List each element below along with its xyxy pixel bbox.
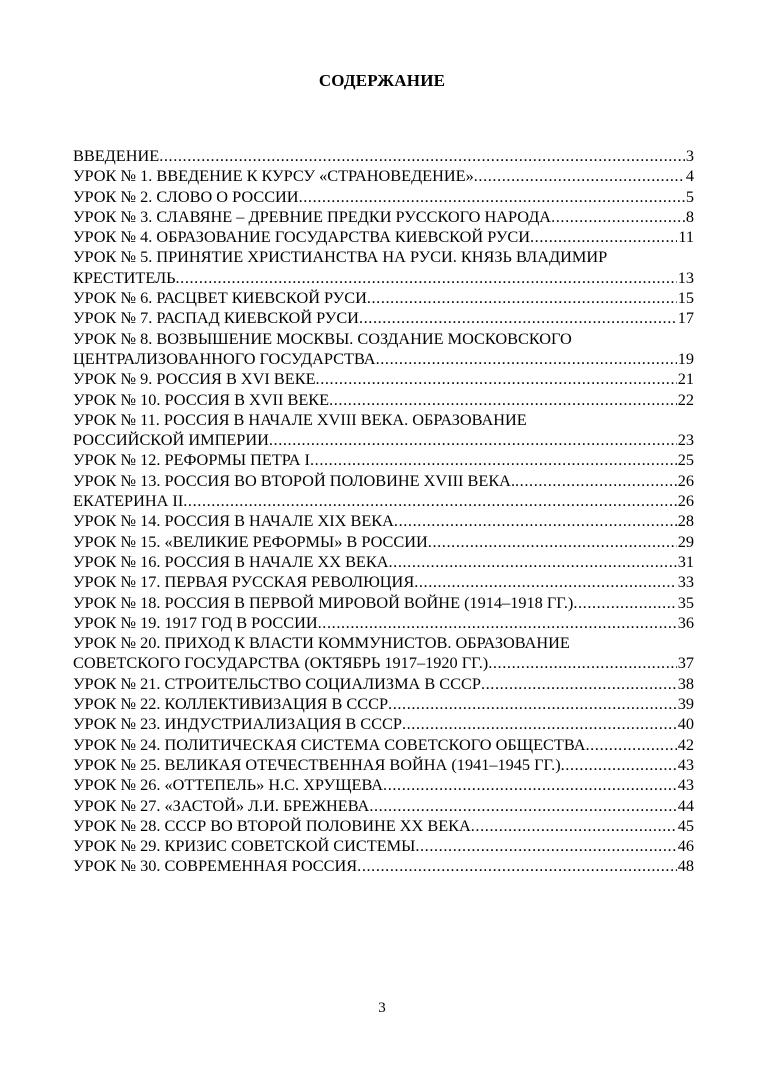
dot-leader [269,430,677,450]
dot-leader [561,755,677,775]
dot-leader [376,349,677,369]
toc-entry-page-number: 28 [677,511,694,531]
toc-entry-title: УРОК № 10. РОССИЯ В XVII ВЕКЕ [73,389,330,409]
toc-entry-row [73,187,694,207]
toc-entry-page-number: 26 [677,491,694,511]
toc-entry-page-number: 37 [677,653,694,673]
toc-entry-row [73,369,694,389]
toc-entry-page-number: 29 [677,531,694,551]
toc-entry-title: КРЕСТИТЕЛЬ [73,267,176,287]
toc-entry[interactable] [73,410,694,451]
toc-entry-title: УРОК № 14. РОССИЯ В НАЧАЛЕ XIX ВЕКА [73,511,394,531]
dot-leader [318,613,677,633]
toc-entry-title-first-line: УРОК № 11. РОССИЯ В НАЧАЛЕ XVIII ВЕКА. ОБРАЗОВАНИЕ [73,409,527,429]
toc-entry-row [73,268,694,288]
toc-entry-title: УРОК № 30. СОВРЕМЕННАЯ РОССИЯ [73,856,358,876]
toc-entry-row [73,349,694,369]
toc-entry-page-number: 39 [677,694,694,714]
toc-entry-row [73,714,694,734]
toc-entry-title: УРОК № 19. 1917 ГОД В РОССИИ [73,612,318,632]
toc-entry-page-number: 25 [677,450,694,470]
toc-entry-title: УРОК № 2. СЛОВО О РОССИИ [73,186,299,206]
toc-entry[interactable] [73,816,694,836]
toc-entry-page-number: 22 [677,389,694,409]
dot-leader [530,227,677,247]
toc-entry-row [73,755,694,775]
dot-leader [481,674,677,694]
dot-leader [159,146,685,166]
toc-entry-title: УРОК № 25. ВЕЛИКАЯ ОТЕЧЕСТВЕННАЯ ВОЙНА (1941–1945 ГГ.) [73,754,561,774]
toc-entry-title: УРОК № 7. РАСПАД КИЕВСКОЙ РУСИ [73,308,359,328]
toc-entry-title: УРОК № 16. РОССИЯ В НАЧАЛЕ XX ВЕКА [73,551,389,571]
toc-entry-title: УРОК № 27. «ЗАСТОЙ» Л.И. БРЕЖНЕВА [73,795,370,815]
toc-entry[interactable] [73,308,694,328]
table-of-contents [73,146,694,877]
toc-entry[interactable] [73,187,694,207]
toc-entry[interactable] [73,755,694,775]
toc-entry-row [73,511,694,531]
toc-entry-page-number: 11 [678,227,694,247]
toc-entry-title: УРОК № 3. СЛАВЯНЕ – ДРЕВНИЕ ПРЕДКИ РУССКОГО НАРОДА [73,206,552,226]
toc-entry-row [73,674,694,694]
toc-entry-row [73,796,694,816]
toc-entry-page-number: 46 [677,836,694,856]
toc-entry[interactable] [73,390,694,410]
dot-leader [474,166,685,186]
toc-entry-title: УРОК № 6. РАСЦВЕТ КИЕВСКОЙ РУСИ [73,288,367,308]
toc-entry[interactable] [73,613,694,633]
toc-entry-page-number: 36 [677,612,694,632]
toc-entry-row [73,207,694,227]
toc-entry[interactable] [73,288,694,308]
toc-entry-row [73,836,694,856]
toc-entry-row [73,450,694,470]
toc-entry-title: УРОК № 4. ОБРАЗОВАНИЕ ГОСУДАРСТВА КИЕВСКОЙ РУСИ [73,227,531,247]
dot-leader [585,735,676,755]
dot-leader [389,552,677,572]
toc-entry-page-number: 45 [677,815,694,835]
toc-entry[interactable] [73,572,694,592]
dot-leader [176,268,677,288]
dot-leader [394,511,677,531]
dot-leader [573,593,676,613]
toc-entry[interactable] [73,775,694,795]
toc-entry-page-number: 38 [677,673,694,693]
toc-entry-title: УРОК № 13. РОССИЯ ВО ВТОРОЙ ПОЛОВИНЕ XVIII ВЕКА. [73,470,516,490]
toc-entry-title: ЕКАТЕРИНА II [73,491,184,511]
toc-entry-row [73,572,694,592]
toc-entry[interactable] [73,471,694,491]
dot-leader [329,390,677,410]
toc-entry-title: УРОК № 18. РОССИЯ В ПЕРВОЙ МИРОВОЙ ВОЙНЕ (1914–1918 ГГ.) [73,592,574,612]
toc-entry-row [73,166,694,186]
toc-entry-title: УРОК № 24. ПОЛИТИЧЕСКАЯ СИСТЕМА СОВЕТСКОГО ОБЩЕСТВА [73,734,586,754]
page-title: СОДЕРЖАНИЕ [318,71,446,90]
toc-entry-title: УРОК № 1. ВВЕДЕНИЕ К КУРСУ «СТРАНОВЕДЕНИЕ» [73,166,474,186]
dot-leader [369,796,676,816]
toc-entry-title: УРОК № 29. КРИЗИС СОВЕТСКОЙ СИСТЕМЫ [73,836,416,856]
toc-entry-row [73,735,694,755]
toc-entry-title: УРОК № 23. ИНДУСТРИАЛИЗАЦИЯ В СССР [73,714,402,734]
toc-entry-title: УРОК № 12. РЕФОРМЫ ПЕТРА I [73,450,310,470]
toc-entry-page-number: 31 [677,551,694,571]
dot-leader [551,207,685,227]
toc-entry-page-number: 17 [677,308,694,328]
toc-entry-row [73,653,694,673]
toc-entry-page-number: 23 [677,430,694,450]
toc-entry-page-number: 35 [677,592,694,612]
toc-entry-title-first-line: УРОК № 5. ПРИНЯТИЕ ХРИСТИАНСТВА НА РУСИ. КНЯЗЬ ВЛАДИМИР [73,247,608,267]
dot-leader [488,653,677,673]
toc-entry[interactable] [73,207,694,227]
toc-entry[interactable] [73,329,694,370]
toc-entry-page-number: 43 [677,754,694,774]
toc-entry-title: РОССИЙСКОЙ ИМПЕРИИ [73,430,269,450]
toc-entry[interactable] [73,735,694,755]
toc-entry-page-number: 26 [677,470,694,490]
toc-entry-title: УРОК № 22. КОЛЛЕКТИВИЗАЦИЯ В СССР [73,694,389,714]
toc-entry-page-number: 40 [677,714,694,734]
toc-entry[interactable] [73,146,694,166]
toc-entry-page-number: 5 [685,186,694,206]
dot-leader [388,694,677,714]
toc-entry[interactable] [73,247,694,288]
toc-entry[interactable] [73,593,694,613]
toc-entry-title: УРОК № 21. СТРОИТЕЛЬСТВО СОЦИАЛИЗМА В СССР [73,673,481,693]
dot-leader [414,572,677,592]
toc-entry[interactable] [73,532,694,552]
dot-leader [183,491,676,511]
toc-entry[interactable] [73,491,694,511]
toc-entry-title: СОВЕТСКОГО ГОСУДАРСТВА (ОКТЯБРЬ 1917–1920 ГГ.) [73,653,489,673]
toc-entry-title: ЦЕНТРАЛИЗОВАННОГО ГОСУДАРСТВА [73,348,376,368]
toc-entry-row [73,532,694,552]
toc-entry-page-number: 19 [677,348,694,368]
toc-entry[interactable] [73,694,694,714]
toc-entry-title: УРОК № 9. РОССИЯ В XVI ВЕКЕ [73,369,316,389]
toc-entry-page-number: 43 [677,775,694,795]
toc-entry[interactable] [73,511,694,531]
toc-entry[interactable] [73,369,694,389]
toc-entry-row [73,288,694,308]
toc-entry-title: ВВЕДЕНИЕ [73,146,160,165]
toc-entry-title: УРОК № 17. ПЕРВАЯ РУССКАЯ РЕВОЛЮЦИЯ [73,572,415,592]
page-number: 3 [378,1000,386,1016]
dot-leader [359,308,677,328]
dot-leader [383,775,677,795]
toc-entry-title: УРОК № 26. «ОТТЕПЕЛЬ» Н.С. ХРУЩЕВА [73,775,384,795]
toc-entry-row [73,816,694,836]
toc-entry-title-first-line: УРОК № 20. ПРИХОД К ВЛАСТИ КОММУНИСТОВ. ОБРАЗОВАНИЕ [73,633,570,653]
toc-entry-title: УРОК № 28. СССР ВО ВТОРОЙ ПОЛОВИНЕ XX ВЕКА [73,815,471,835]
toc-entry-title: УРОК № 15. «ВЕЛИКИЕ РЕФОРМЫ» В РОССИИ [73,531,428,551]
toc-entry-page-number: 15 [677,288,694,308]
toc-entry-row [73,430,694,450]
toc-entry[interactable] [73,552,694,572]
toc-entry[interactable] [73,836,694,856]
dot-leader [515,471,677,491]
dot-leader [316,369,677,389]
toc-entry-row [73,694,694,714]
toc-entry-page-number: 3 [685,146,694,165]
toc-entry[interactable] [73,796,694,816]
toc-entry[interactable] [73,633,694,674]
toc-entry-row [73,856,694,876]
toc-entry-row [73,775,694,795]
toc-entry-row [73,593,694,613]
dot-leader [471,816,677,836]
toc-entry-page-number: 4 [685,166,694,186]
toc-entry[interactable] [73,674,694,694]
toc-entry-page-number: 44 [677,795,694,815]
toc-entry-page-number: 8 [685,206,694,226]
toc-entry-row [73,390,694,410]
toc-entry-row [73,552,694,572]
toc-entry[interactable] [73,227,694,247]
toc-entry-page-number: 33 [677,572,694,592]
toc-entry-row [73,146,694,166]
dot-leader [299,187,685,207]
dot-leader [367,288,677,308]
toc-entry[interactable] [73,714,694,734]
toc-entry-row [73,227,694,247]
dot-leader [415,836,676,856]
toc-entry-page-number: 42 [677,734,694,754]
dot-leader [310,450,677,470]
toc-entry-page-number: 21 [677,369,694,389]
toc-entry-row [73,471,694,491]
toc-entry-page-number: 48 [677,856,694,876]
toc-entry-title-first-line: УРОК № 8. ВОЗВЫШЕНИЕ МОСКВЫ. СОЗДАНИЕ МОСКОВСКОГО [73,328,572,348]
toc-entry[interactable] [73,856,694,876]
dot-leader [428,532,677,552]
toc-entry-row [73,613,694,633]
toc-entry-row [73,491,694,511]
toc-entry[interactable] [73,166,694,186]
toc-entry-page-number: 13 [677,267,694,287]
dot-leader [402,714,677,734]
dot-leader [357,856,677,876]
toc-entry-row [73,308,694,328]
toc-entry[interactable] [73,450,694,470]
